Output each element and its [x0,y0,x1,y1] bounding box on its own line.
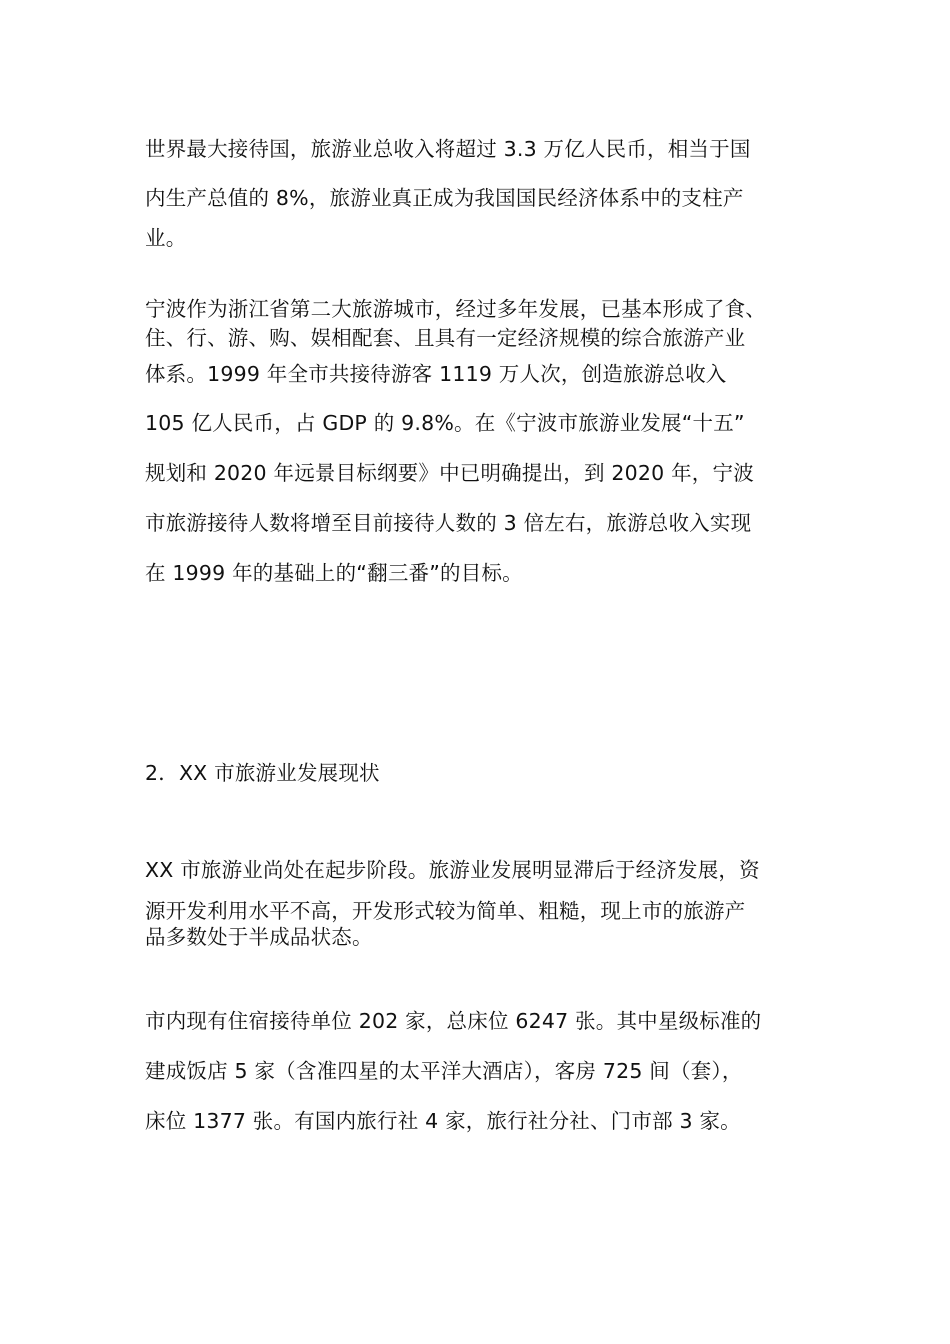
text-line: 住、行、游、购、娱相配套、且具有一定经济规模的综合旅游产业 [145,326,746,350]
text-line: 105 亿人民币，占 GDP 的 9.8%。在《宁波市旅游业发展“十五” [145,411,745,435]
section-heading: 2．XX 市旅游业发展现状 [145,761,380,785]
text-line: 床位 1377 张。有国内旅行社 4 家，旅行社分社、门市部 3 家。 [145,1109,741,1133]
text-line: 市内现有住宿接待单位 202 家，总床位 6247 张。其中星级标准的 [145,1009,762,1033]
text-line: 市旅游接待人数将增至目前接待人数的 3 倍左右，旅游总收入实现 [145,511,752,535]
text-line: 品多数处于半成品状态。 [145,925,373,949]
text-line: 在 1999 年的基础上的“翻三番”的目标。 [145,561,523,585]
text-line: 规划和 2020 年远景目标纲要》中已明确提出，到 2020 年，宁波 [145,461,754,485]
text-line: 内生产总值的 8%，旅游业真正成为我国国民经济体系中的支柱产 [145,186,744,210]
text-line: 体系。1999 年全市共接待游客 1119 万人次，创造旅游总收入 [145,362,727,386]
text-line: 业。 [145,226,187,250]
text-line: 建成饭店 5 家（含准四星的太平洋大酒店），客房 725 间（套）， [145,1059,743,1083]
text-line: 源开发利用水平不高，开发形式较为简单、粗糙，现上市的旅游产 [145,899,746,923]
text-line: XX 市旅游业尚处在起步阶段。旅游业发展明显滞后于经济发展，资 [145,858,760,882]
text-line: 宁波作为浙江省第二大旅游城市，经过多年发展，已基本形成了食、 [145,297,766,321]
text-line: 世界最大接待国，旅游业总收入将超过 3.3 万亿人民币，相当于国 [145,137,751,161]
